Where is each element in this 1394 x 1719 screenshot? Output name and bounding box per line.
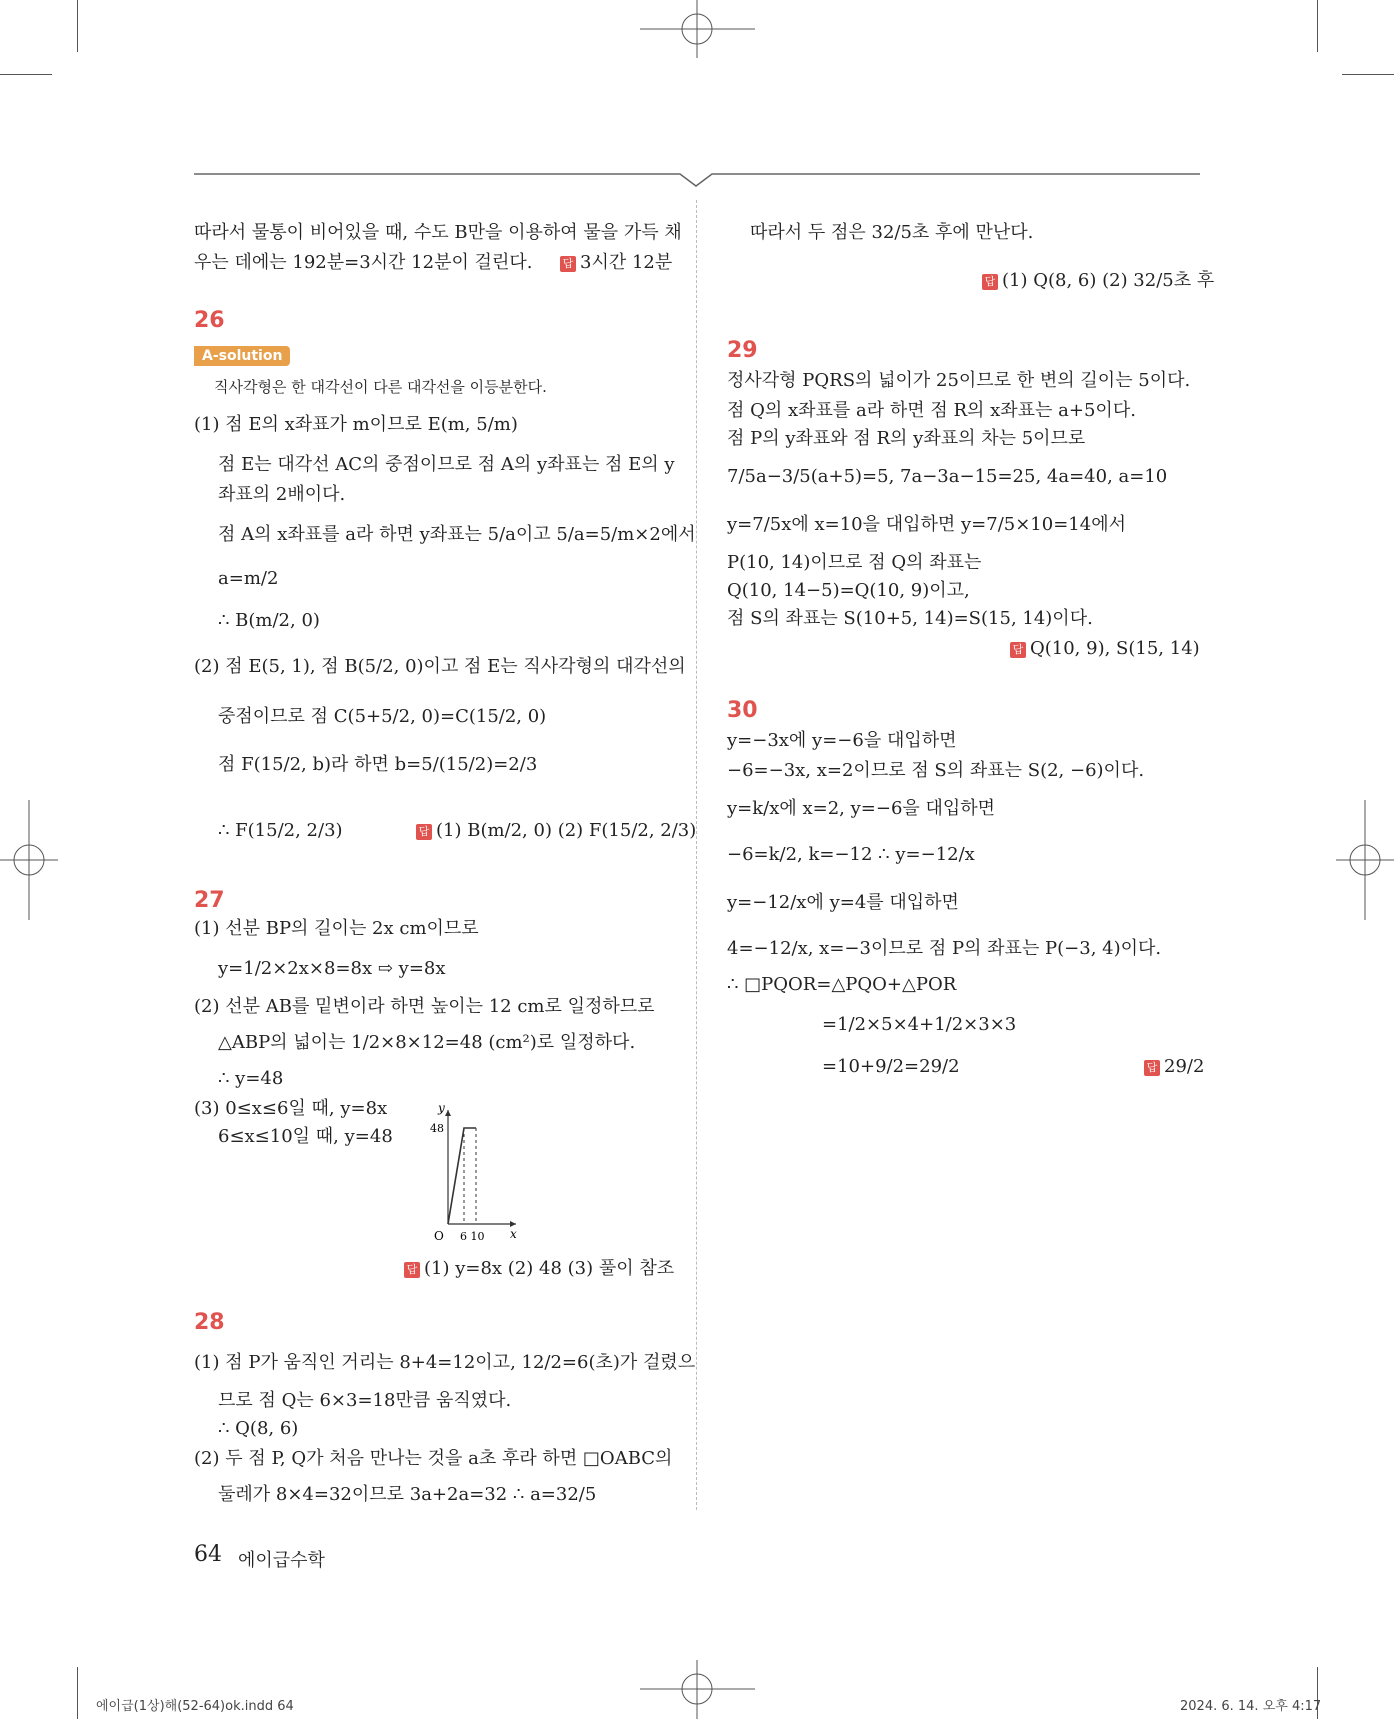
answer <box>416 818 696 844</box>
answer-icon: 답 <box>416 824 432 840</box>
text-line: 점 A의 x좌표를 a라 하면 y좌표는 5/a이고 5/a=5/m×2에서 <box>218 524 696 545</box>
text-line: 둘레가 8×4=32이므로 3a+2a=32 ∴ a=32/5 <box>218 1484 597 1505</box>
text-line: ∴ B(m/2, 0) <box>218 610 320 631</box>
registration-mark-top <box>640 0 755 60</box>
crop-mark <box>1342 74 1394 75</box>
registration-mark-left <box>0 800 60 920</box>
print-stamp: 2024. 6. 14. 오후 4:17 <box>1180 1699 1322 1714</box>
x-ticks: 6 10 <box>460 1230 485 1243</box>
text-line: 므로 점 Q는 6×3=18만큼 움직였다. <box>218 1390 512 1411</box>
problem-number: 27 <box>194 888 225 913</box>
text-line: ∴ y=48 <box>218 1068 284 1089</box>
y-label: y <box>438 1101 445 1115</box>
text-line: 점 F(15/2, b)라 하면 b=5/(15/2)=2/3 <box>218 754 538 775</box>
text-line: (1) 점 P가 움직인 거리는 8+4=12이고, 12/2=6(초)가 걸렸으 <box>194 1352 696 1373</box>
a-solution-tag: A-solution <box>194 346 290 366</box>
text-line: 점 Q의 x좌표를 a라 하면 점 R의 x좌표는 a+5이다. <box>727 400 1136 421</box>
text-line: y=k/x에 x=2, y=−6을 대입하면 <box>727 798 996 819</box>
text-line: ∴ F(15/2, 2/3) <box>218 820 343 841</box>
page-number: 64 <box>194 1542 222 1567</box>
problem-number: 26 <box>194 308 225 333</box>
answer <box>982 268 1214 294</box>
text-line: ∴ Q(8, 6) <box>218 1418 299 1439</box>
text-line: y=−3x에 y=−6을 대입하면 <box>727 730 957 751</box>
text-line: =10+9/2=29/2 <box>822 1056 960 1077</box>
answer-icon: 답 <box>982 274 998 290</box>
answer-icon: 답 <box>1144 1060 1160 1076</box>
text-line: 6≤x≤10일 때, y=48 <box>218 1126 393 1147</box>
text-line: 7/5a−3/5(a+5)=5, 7a−3a−15=25, 4a=40, a=10 <box>727 466 1168 487</box>
text-line: ∴ □PQOR=△PQO+△POR <box>727 974 957 995</box>
origin-label: O <box>434 1229 444 1243</box>
problem-number: 29 <box>727 338 758 363</box>
crop-mark <box>0 74 52 75</box>
text-line: 따라서 두 점은 32/5초 후에 만난다. <box>750 222 1034 243</box>
answer-text: (1) y=8x (2) 48 (3) 풀이 참조 <box>424 1258 675 1279</box>
text-line: 점 S의 좌표는 S(10+5, 14)=S(15, 14)이다. <box>727 608 1093 629</box>
text-line: (2) 선분 AB를 밑변이라 하면 높이는 12 cm로 일정하므로 <box>194 996 655 1017</box>
crop-mark <box>77 1667 78 1719</box>
text-line: y=1/2×2x×8=8x ⇨ y=8x <box>218 958 446 979</box>
text-line: =1/2×5×4+1/2×3×3 <box>822 1014 1017 1035</box>
text-line: (2) 점 E(5, 1), 점 B(5/2, 0)이고 점 E는 직사각형의 대각선의 <box>194 656 686 677</box>
text-line: 정사각형 PQRS의 넓이가 25이므로 한 변의 길이는 5이다. <box>727 370 1191 391</box>
answer <box>1010 636 1200 662</box>
text-line: 4=−12/x, x=−3이므로 점 P의 좌표는 P(−3, 4)이다. <box>727 938 1162 959</box>
x-label: x <box>510 1227 517 1241</box>
header-rule <box>194 170 1200 190</box>
registration-mark-right <box>1334 800 1394 920</box>
text-line: y=7/5x에 x=10을 대입하면 y=7/5×10=14에서 <box>727 514 1126 535</box>
text-line: 점 E는 대각선 AC의 중점이므로 점 A의 y좌표는 점 E의 y <box>218 454 675 475</box>
answer-text: (1) Q(8, 6) (2) 32/5초 후 <box>1002 270 1215 291</box>
answer-icon: 답 <box>404 1262 420 1278</box>
graph-27 <box>420 1100 520 1248</box>
text-line: 우는 데에는 192분=3시간 12분이 걸린다. <box>194 252 533 273</box>
problem-number: 30 <box>727 698 758 723</box>
text-line: −6=k/2, k=−12 ∴ y=−12/x <box>727 844 975 865</box>
text-line: (1) 선분 BP의 길이는 2x cm이므로 <box>194 918 479 939</box>
text-line: a=m/2 <box>218 568 279 589</box>
answer <box>1144 1054 1204 1080</box>
text-line: (2) 두 점 P, Q가 처음 만나는 것을 a초 후라 하면 □OABC의 <box>194 1448 673 1469</box>
crop-mark <box>1317 0 1318 52</box>
text-line: −6=−3x, x=2이므로 점 S의 좌표는 S(2, −6)이다. <box>727 760 1145 781</box>
solution-note: 직사각형은 한 대각선이 다른 대각선을 이등분한다. <box>214 378 547 396</box>
text-line: P(10, 14)이므로 점 Q의 좌표는 <box>727 552 982 573</box>
text-line: 중점이므로 점 C(5+5/2, 0)=C(15/2, 0) <box>218 706 547 727</box>
answer-icon: 답 <box>560 256 576 272</box>
graph-line <box>448 1128 476 1224</box>
problem-number: 28 <box>194 1310 225 1335</box>
y-arrow-icon <box>445 1110 451 1116</box>
column-divider <box>696 200 697 1510</box>
text-line: 점 P의 y좌표와 점 R의 y좌표의 차는 5이므로 <box>727 428 1086 449</box>
text-line: y=−12/x에 y=4를 대입하면 <box>727 892 959 913</box>
text-line: (1) 점 E의 x좌표가 m이므로 E(m, 5/m) <box>194 414 518 435</box>
file-info: 에이급(1상)해(52-64)ok.indd 64 <box>96 1699 294 1714</box>
answer-text: 29/2 <box>1164 1056 1205 1077</box>
text-line: Q(10, 14−5)=Q(10, 9)이고, <box>727 580 970 601</box>
answer-text: (1) B(m/2, 0) (2) F(15/2, 2/3) <box>436 820 697 841</box>
text-line: 따라서 물통이 비어있을 때, 수도 B만을 이용하여 물을 가득 채 <box>194 222 682 243</box>
answer-icon: 답 <box>1010 642 1026 658</box>
book-title: 에이급수학 <box>238 1550 325 1571</box>
answer <box>404 1256 674 1282</box>
registration-mark-bottom <box>640 1660 755 1719</box>
text-line: △ABP의 넓이는 1/2×8×12=48 (cm²)로 일정하다. <box>218 1032 636 1053</box>
answer <box>560 250 672 276</box>
y-tick: 48 <box>430 1122 444 1135</box>
crop-mark <box>77 0 78 52</box>
text-line: 좌표의 2배이다. <box>218 484 346 505</box>
answer-text: Q(10, 9), S(15, 14) <box>1030 638 1200 659</box>
answer-text: 3시간 12분 <box>580 252 673 273</box>
text-line: (3) 0≤x≤6일 때, y=8x <box>194 1098 388 1119</box>
